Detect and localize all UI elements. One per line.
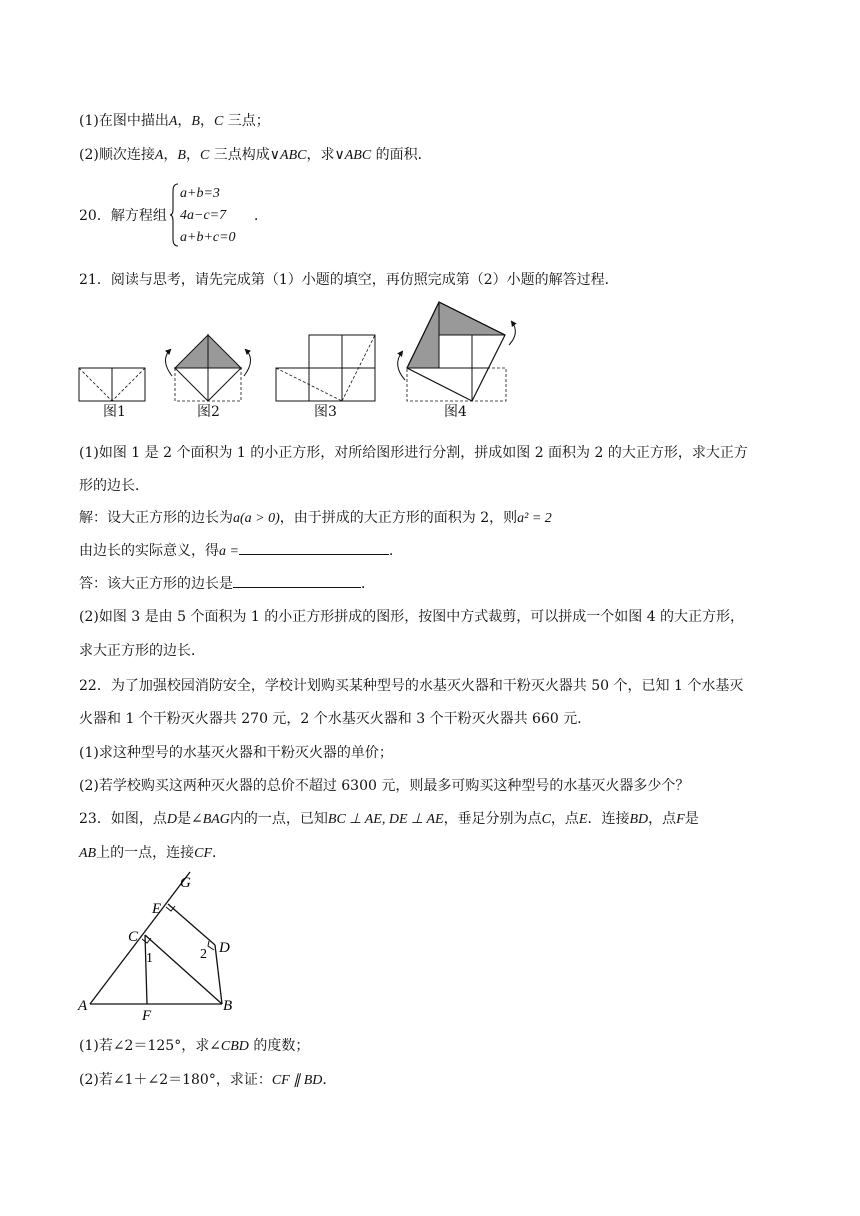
- math: a² = 2: [517, 511, 552, 526]
- figure-4-caption: 图4: [444, 404, 467, 420]
- q20-end: ．: [254, 208, 268, 224]
- q21-part1-line2: 形的边长．: [79, 478, 149, 494]
- text: ．: [361, 576, 375, 592]
- figure-2-caption: 图2: [197, 404, 220, 420]
- angle-1-label: 1: [146, 951, 153, 966]
- math: a(a > 0): [233, 511, 280, 526]
- text: 由边长的实际意义，得: [79, 543, 219, 559]
- point-a: A: [168, 114, 178, 129]
- point-b: B: [191, 114, 200, 129]
- text: ．: [212, 845, 226, 861]
- figure-4: [398, 302, 516, 401]
- math: CF ∥ BD: [271, 1073, 323, 1088]
- equation-1: a+b=3: [180, 186, 220, 201]
- q21-part2-line2: 求大正方形的边长．: [79, 643, 205, 659]
- math: AB: [79, 846, 97, 861]
- q21-answer: [79, 573, 375, 594]
- text: 三点构成∨: [209, 147, 281, 163]
- triangle-name: ABC: [280, 148, 307, 163]
- q21-intro: 21．阅读与思考，请先完成第（1）小题的填空，再仿照完成第（2）小题的解答过程．: [79, 272, 619, 288]
- q21-part2-line1: (2)如图 3 是由 5 个面积为 1 的小正方形拼成的图形，按图中方式裁剪，可以拼成一个如图 4 的大正方形，: [79, 609, 745, 625]
- q23-line1: [79, 809, 699, 830]
- triangle-name: ABC: [344, 148, 372, 163]
- q22-part2: (2)若学校购买这两种灭火器的总价不超过 6300 元，则最多可购买这种型号的水基灭火器多少个？: [79, 778, 690, 794]
- label-b: B: [223, 998, 233, 1014]
- text: 的面积．: [371, 147, 432, 163]
- point-c: C: [213, 114, 224, 129]
- text: (1)在图中描出: [79, 113, 169, 129]
- text: 解：设大正方形的边长为: [79, 510, 233, 526]
- math: CF: [194, 846, 212, 861]
- label-f: F: [142, 1008, 152, 1024]
- equation-3: a+b+c=0: [180, 230, 236, 245]
- segment-ed: [168, 904, 215, 945]
- q21-solution: [79, 508, 552, 529]
- segment-cb: [145, 935, 222, 1004]
- brace-icon: [170, 183, 180, 247]
- answer-blank[interactable]: [233, 573, 361, 588]
- text: (1)若∠2＝125°，求∠: [79, 1038, 221, 1054]
- q23-line2: [79, 843, 226, 864]
- q22-part1: (1)求这种型号的水基灭火器和干粉灭火器的单价；: [79, 745, 393, 761]
- text: 23．如图，点: [79, 811, 167, 827]
- math: F: [676, 812, 685, 827]
- q20-label: 20．解方程组: [79, 208, 167, 224]
- angle-2-label: 2: [200, 947, 207, 962]
- figure-1: [79, 368, 145, 401]
- figure-3-caption: 图3: [314, 404, 337, 420]
- answer-blank[interactable]: [239, 540, 389, 555]
- text: 是: [684, 811, 699, 827]
- q23-part1: [79, 1036, 309, 1057]
- point-b: B: [177, 148, 186, 163]
- label-e: E: [152, 901, 162, 917]
- math: BD: [629, 812, 649, 827]
- q19-part2: [79, 145, 432, 166]
- text: ．: [388, 543, 403, 559]
- q23-part2: [79, 1070, 336, 1091]
- math: E: [578, 812, 588, 827]
- text: 的度数；: [248, 1038, 310, 1054]
- text: 三点；: [223, 113, 270, 129]
- text: ，: [199, 113, 214, 129]
- math: CBD: [220, 1039, 249, 1054]
- text: ，: [177, 113, 192, 129]
- text: 内的一点，已知: [229, 811, 328, 827]
- text: ．连接: [587, 811, 630, 827]
- text: ，点: [550, 811, 579, 827]
- label-c: C: [128, 929, 139, 945]
- q22-line1: 22．为了加强校园消防安全，学校计划购买某种型号的水基灭火器和干粉灭火器共 50 个，已知 1 个水基灭: [79, 678, 744, 694]
- text: ，点: [648, 811, 677, 827]
- figure-3: [276, 335, 375, 401]
- point-a: A: [154, 148, 164, 163]
- ray-ag: [90, 872, 190, 1004]
- math: a =: [219, 544, 239, 559]
- text: ，由于拼成的大正方形的面积为 2，则: [279, 510, 518, 526]
- q21-part1-line1: (1)如图 1 是 2 个面积为 1 的小正方形，对所给图形进行分割，拼成如图 2 面积为 2 的大正方形，求大正方: [79, 445, 748, 461]
- text: (2)若∠1＋∠2＝180°，求证：: [79, 1072, 272, 1088]
- text: ，求∨: [306, 147, 345, 163]
- text: ，: [163, 147, 178, 163]
- segment-cf: [145, 935, 147, 1004]
- q22-line2: 火器和 1 个干粉灭火器共 270 元，2 个水基灭火器和 3 个干粉灭火器共 660 元．: [79, 711, 592, 727]
- text: ，垂足分别为点: [443, 811, 542, 827]
- label-a: A: [78, 998, 88, 1014]
- label-d: D: [219, 940, 230, 956]
- math: BC ⊥ AE, DE ⊥ AE: [327, 812, 444, 827]
- text: ．: [322, 1072, 337, 1088]
- figure-1-caption: 图1: [103, 404, 126, 420]
- text: 答：该大正方形的边长是: [79, 576, 233, 592]
- q23-geometry-figure: [72, 866, 252, 1026]
- point-c: C: [199, 148, 210, 163]
- math: BAG: [202, 812, 230, 827]
- q21-meaning: [79, 540, 403, 562]
- text: (2)顺次连接: [79, 147, 155, 163]
- figure-2: [165, 335, 250, 401]
- label-g: G: [180, 875, 191, 891]
- math: C: [541, 812, 551, 827]
- equation-2: 4a−c=7: [180, 208, 227, 223]
- text: ，: [185, 147, 200, 163]
- text: 是∠: [176, 811, 203, 827]
- equation-system: [180, 184, 236, 250]
- q19-part1: [79, 111, 270, 132]
- math: D: [166, 812, 177, 827]
- q21-figures: [72, 298, 532, 410]
- text: 上的一点，连接: [96, 845, 195, 861]
